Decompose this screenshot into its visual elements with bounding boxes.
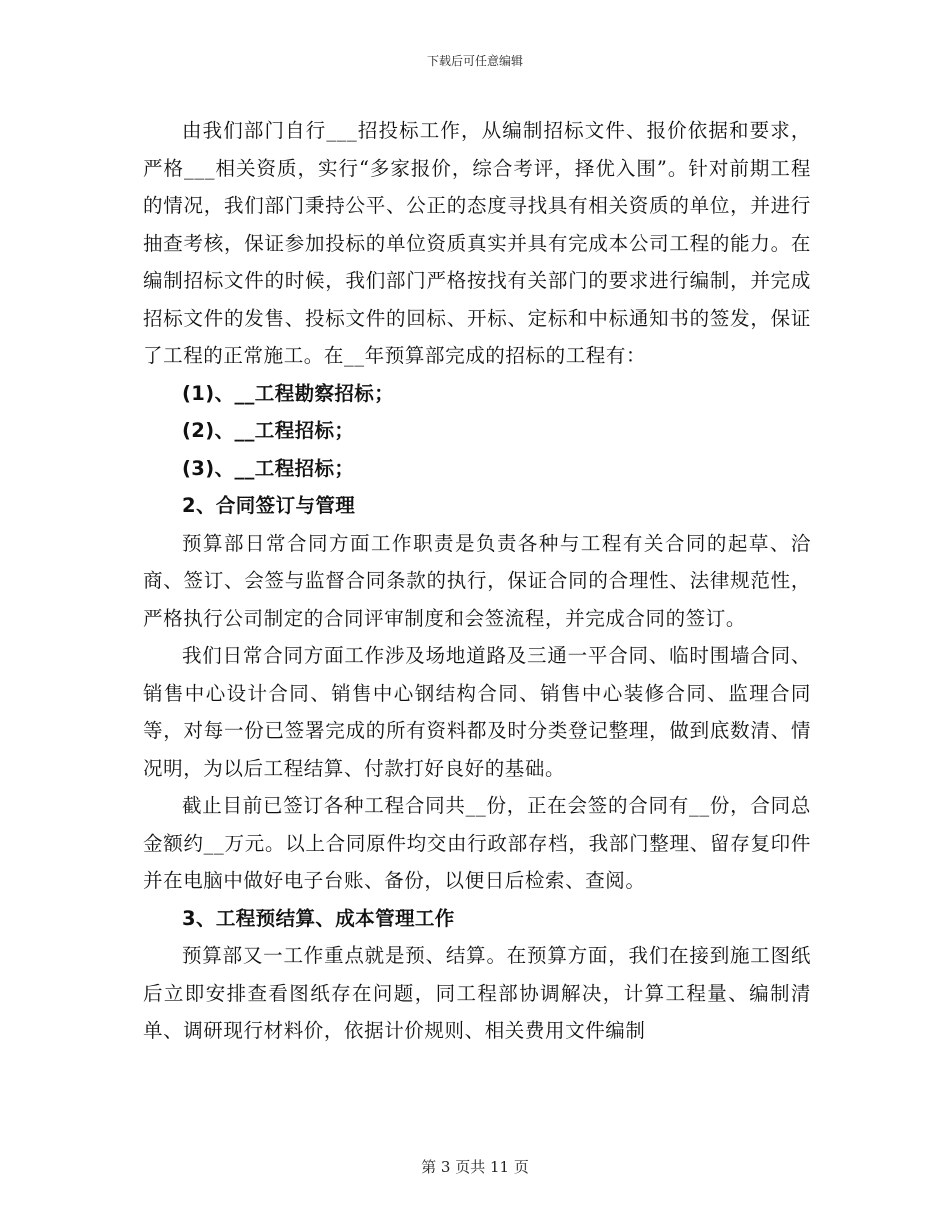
paragraph-contract-count: 截止目前已签订各种工程合同共__份，正在会签的合同有__份，合同总金额约__万元。以上合同原件均交由行政部存档，我部门整理、留存复印件并在电脑中做好电子台账、备份，以便日后检索、查阅。 — [143, 794, 811, 892]
paragraph-bidding: 由我们部门自行___招投标工作，从编制招标文件、报价依据和要求，严格___相关资质，实行“多家报价，综合考评，择优入围”。针对前期工程的情况，我们部门秉持公平、公正的态度寻找具有相关资质的单位，并进行抽查考核，保证参加投标的单位资质真实并具有完成本公司工程的能力。在编制招标文件的时候，我们部门严格按找有关部门的要求进行编制，并完成招标文件的发售、投标文件的回标、开标、定标和中标通知书的签发，保证了工程的正常施工。在__年预算部完成的招标的工程有： — [143, 119, 811, 367]
document-body — [143, 112, 811, 1050]
page-header: 下载后可任意编辑 — [426, 54, 523, 68]
section-heading-budget: 3、工程预结算、成本管理工作 — [182, 906, 455, 930]
paragraph-contract-types: 我们日常合同方面工作涉及场地道路及三通一平合同、临时围墙合同、销售中心设计合同、销售中心钢结构合同、销售中心装修合同、监理合同等，对每一份已签署完成的所有资料都及时分类登记整理，做到底数清、情况明，为以后工程结算、付款打好良好的基础。 — [143, 644, 811, 780]
section-heading-contracts: 2、合同签订与管理 — [182, 494, 356, 517]
paragraph-contract-duties: 预算部日常合同方面工作职责是负责各种与工程有关合同的起草、洽商、签订、会签与监督合同条款的执行，保证合同的合理性、法律规范性，严格执行公司制定的合同评审制度和会签流程，并完成合同的签订。 — [143, 531, 811, 630]
bidding-item-3: (3)、__工程招标； — [182, 456, 355, 480]
bidding-item-1: (1)、__工程勘察招标； — [182, 381, 395, 405]
paragraph-budget: 预算部又一工作重点就是预、结算。在预算方面，我们在接到施工图纸后立即安排查看图纸存在问题，同工程部协调解决，计算工程量、编制清单、调研现行材料价，依据计价规则、相关费用文件编制 — [143, 944, 811, 1042]
bidding-item-2: (2)、__工程招标； — [182, 419, 355, 442]
page-footer: 第 3 页共 11 页 — [421, 1158, 529, 1176]
